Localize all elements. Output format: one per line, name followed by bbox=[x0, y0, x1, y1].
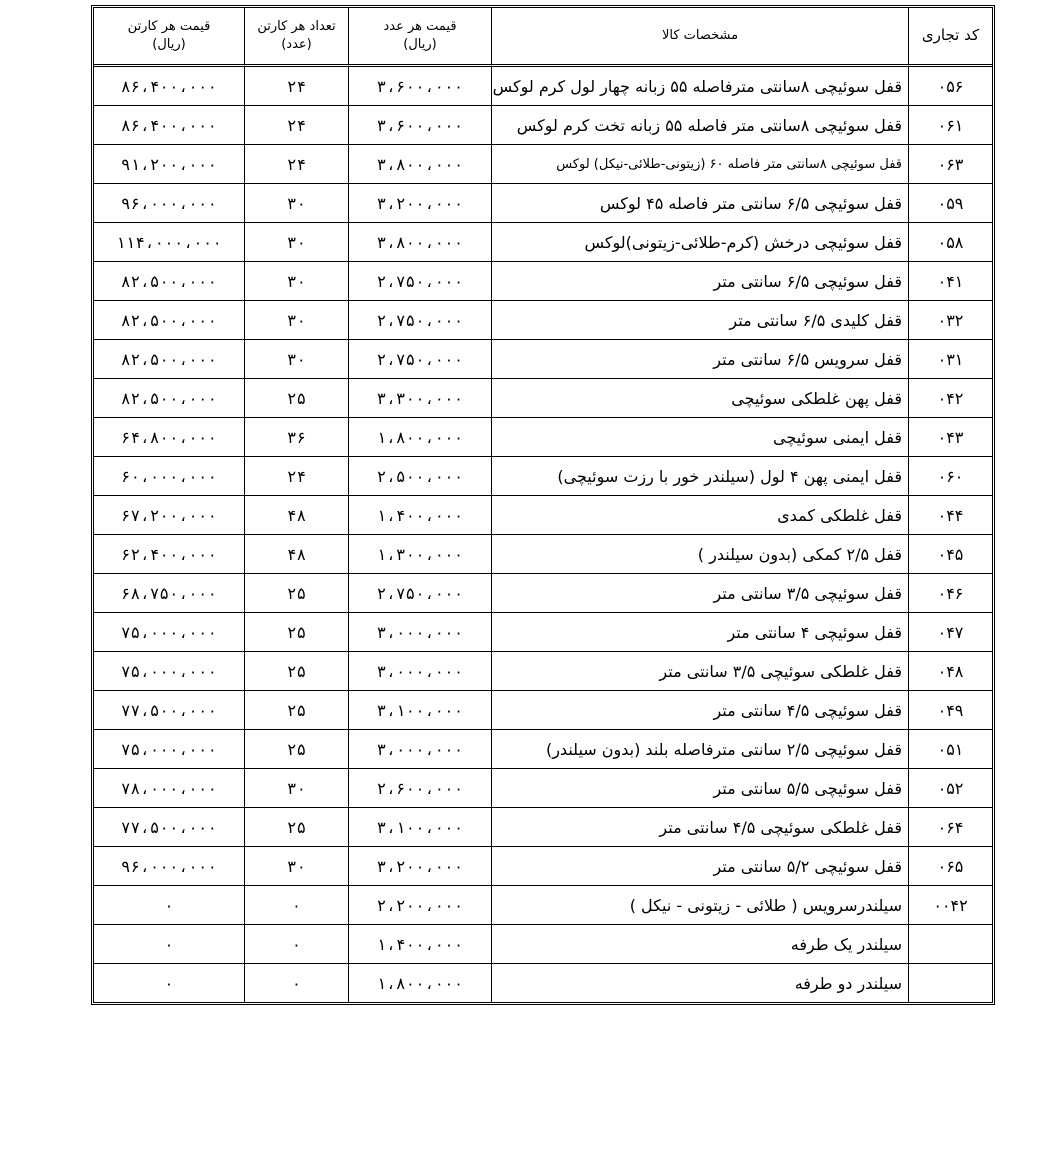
unit-price: ۳،۸۰۰،۰۰۰ bbox=[348, 145, 491, 184]
table-row bbox=[94, 496, 992, 535]
header-code bbox=[908, 8, 992, 67]
header-description-label: مشخصات کالا bbox=[661, 28, 739, 43]
product-description: قفل سوئیچی ۶/۵ سانتی متر فاصله ۴۵ لوکس bbox=[491, 184, 908, 223]
product-description: سیلندر یک طرفه bbox=[491, 925, 908, 964]
table-row bbox=[94, 301, 992, 340]
header-carton-price-line2: (ریال) bbox=[152, 37, 186, 52]
carton-price: ۷۸،۰۰۰،۰۰۰ bbox=[94, 769, 244, 808]
carton-quantity: ۰ bbox=[244, 886, 348, 925]
carton-price: ۸۲،۵۰۰،۰۰۰ bbox=[94, 301, 244, 340]
header-carton-qty-line2: (عدد) bbox=[281, 37, 312, 52]
carton-quantity: ۳۰ bbox=[244, 223, 348, 262]
table-body bbox=[94, 67, 992, 1002]
unit-price: ۳،۰۰۰،۰۰۰ bbox=[348, 730, 491, 769]
header-unit-price bbox=[348, 8, 491, 67]
table-row bbox=[94, 340, 992, 379]
carton-price: ۹۶،۰۰۰،۰۰۰ bbox=[94, 184, 244, 223]
carton-price: ۹۱،۲۰۰،۰۰۰ bbox=[94, 145, 244, 184]
carton-price: ۶۴،۸۰۰،۰۰۰ bbox=[94, 418, 244, 457]
table-row bbox=[94, 574, 992, 613]
header-carton-qty bbox=[244, 8, 348, 67]
carton-quantity: ۳۰ bbox=[244, 340, 348, 379]
product-code bbox=[908, 925, 992, 964]
unit-price: ۳،۳۰۰،۰۰۰ bbox=[348, 379, 491, 418]
carton-price: ۶۸،۷۵۰،۰۰۰ bbox=[94, 574, 244, 613]
product-description: قفل سوئیچی ۸سانتی مترفاصله ۵۵ زبانه چهار لول کرم لوکس bbox=[491, 67, 908, 106]
carton-quantity: ۳۰ bbox=[244, 769, 348, 808]
carton-quantity: ۰ bbox=[244, 925, 348, 964]
unit-price: ۳،۲۰۰،۰۰۰ bbox=[348, 184, 491, 223]
table-row bbox=[94, 886, 992, 925]
product-code: ۰۴۱ bbox=[908, 262, 992, 301]
header-unit-price-line2: (ریال) bbox=[403, 37, 437, 52]
table-row bbox=[94, 262, 992, 301]
product-description: قفل سوئیچی ۵/۵ سانتی متر bbox=[491, 769, 908, 808]
unit-price: ۲،۲۰۰،۰۰۰ bbox=[348, 886, 491, 925]
table-row bbox=[94, 535, 992, 574]
carton-quantity: ۲۵ bbox=[244, 652, 348, 691]
carton-price: ۶۷،۲۰۰،۰۰۰ bbox=[94, 496, 244, 535]
product-code: ۰۶۰ bbox=[908, 457, 992, 496]
unit-price: ۳،۶۰۰،۰۰۰ bbox=[348, 106, 491, 145]
carton-quantity: ۲۴ bbox=[244, 457, 348, 496]
unit-price: ۲،۷۵۰،۰۰۰ bbox=[348, 262, 491, 301]
table-row bbox=[94, 769, 992, 808]
carton-quantity: ۲۴ bbox=[244, 67, 348, 106]
carton-quantity: ۴۸ bbox=[244, 496, 348, 535]
header-carton-price-line1: قیمت هر کارتن bbox=[127, 19, 211, 34]
carton-price: ۸۲،۵۰۰،۰۰۰ bbox=[94, 340, 244, 379]
unit-price: ۳،۱۰۰،۰۰۰ bbox=[348, 691, 491, 730]
table-row bbox=[94, 847, 992, 886]
carton-quantity: ۰ bbox=[244, 964, 348, 1002]
price-list-table bbox=[91, 5, 995, 1005]
carton-quantity: ۳۰ bbox=[244, 262, 348, 301]
product-description: قفل سوئیچی ۲/۵ سانتی مترفاصله بلند (بدون سیلندر) bbox=[491, 730, 908, 769]
carton-price: ۷۵،۰۰۰،۰۰۰ bbox=[94, 730, 244, 769]
header-row bbox=[94, 8, 992, 67]
unit-price: ۱،۸۰۰،۰۰۰ bbox=[348, 418, 491, 457]
product-code: ۰۳۲ bbox=[908, 301, 992, 340]
table-row bbox=[94, 808, 992, 847]
product-description: قفل سوئیچی درخش (کرم-طلائی-زیتونی)لوکس bbox=[491, 223, 908, 262]
carton-price: ۹۶،۰۰۰،۰۰۰ bbox=[94, 847, 244, 886]
unit-price: ۳،۶۰۰،۰۰۰ bbox=[348, 67, 491, 106]
carton-quantity: ۲۵ bbox=[244, 808, 348, 847]
product-code: ۰۴۳ bbox=[908, 418, 992, 457]
product-code: ۰۴۸ bbox=[908, 652, 992, 691]
unit-price: ۳،۰۰۰،۰۰۰ bbox=[348, 613, 491, 652]
unit-price: ۲،۶۰۰،۰۰۰ bbox=[348, 769, 491, 808]
product-code bbox=[908, 964, 992, 1002]
product-code: ۰۴۲ bbox=[908, 379, 992, 418]
product-description: قفل سوئیچی ۴/۵ سانتی متر bbox=[491, 691, 908, 730]
header-carton-qty-line1: تعداد هر کارتن bbox=[257, 19, 336, 34]
product-code: ۰۰۴۲ bbox=[908, 886, 992, 925]
product-code: ۰۵۶ bbox=[908, 67, 992, 106]
product-description: قفل پهن غلطکی سوئیچی bbox=[491, 379, 908, 418]
product-description: قفل غلطکی سوئیچی ۴/۵ سانتی متر bbox=[491, 808, 908, 847]
carton-quantity: ۳۰ bbox=[244, 847, 348, 886]
carton-quantity: ۲۵ bbox=[244, 691, 348, 730]
product-description: قفل غلطکی کمدی bbox=[491, 496, 908, 535]
carton-quantity: ۳۰ bbox=[244, 301, 348, 340]
unit-price: ۱،۸۰۰،۰۰۰ bbox=[348, 964, 491, 1002]
table-row bbox=[94, 223, 992, 262]
table-row bbox=[94, 457, 992, 496]
table-row bbox=[94, 691, 992, 730]
unit-price: ۳،۲۰۰،۰۰۰ bbox=[348, 847, 491, 886]
product-code: ۰۵۹ bbox=[908, 184, 992, 223]
unit-price: ۲،۷۵۰،۰۰۰ bbox=[348, 301, 491, 340]
price-list-container bbox=[91, 5, 989, 1005]
carton-quantity: ۲۵ bbox=[244, 730, 348, 769]
unit-price: ۱،۴۰۰،۰۰۰ bbox=[348, 496, 491, 535]
product-description: قفل سوئیچی ۸سانتی متر فاصله ۶۰ (زیتونی-طلائی-نیکل) لوکس bbox=[491, 145, 908, 184]
product-description: قفل سوئیچی ۳/۵ سانتی متر bbox=[491, 574, 908, 613]
product-code: ۰۶۱ bbox=[908, 106, 992, 145]
carton-quantity: ۲۴ bbox=[244, 145, 348, 184]
carton-price: ۰ bbox=[94, 886, 244, 925]
carton-price: ۷۵،۰۰۰،۰۰۰ bbox=[94, 652, 244, 691]
product-description: قفل ایمنی پهن ۴ لول (سیلندر خور با رزت سوئیچی) bbox=[491, 457, 908, 496]
carton-price: ۰ bbox=[94, 925, 244, 964]
unit-price: ۱،۳۰۰،۰۰۰ bbox=[348, 535, 491, 574]
table-row bbox=[94, 925, 992, 964]
table-row bbox=[94, 418, 992, 457]
product-code: ۰۶۴ bbox=[908, 808, 992, 847]
carton-price: ۸۶،۴۰۰،۰۰۰ bbox=[94, 106, 244, 145]
product-description: قفل کلیدی ۶/۵ سانتی متر bbox=[491, 301, 908, 340]
carton-price: ۶۲،۴۰۰،۰۰۰ bbox=[94, 535, 244, 574]
product-code: ۰۵۲ bbox=[908, 769, 992, 808]
product-description: قفل سوئیچی ۸سانتی متر فاصله ۵۵ زبانه تخت کرم لوکس bbox=[491, 106, 908, 145]
carton-quantity: ۲۵ bbox=[244, 613, 348, 652]
product-code: ۰۵۸ bbox=[908, 223, 992, 262]
table-row bbox=[94, 730, 992, 769]
product-description: قفل سرویس ۶/۵ سانتی متر bbox=[491, 340, 908, 379]
carton-price: ۸۲،۵۰۰،۰۰۰ bbox=[94, 379, 244, 418]
table-row bbox=[94, 145, 992, 184]
product-code: ۰۶۳ bbox=[908, 145, 992, 184]
header-description bbox=[491, 8, 908, 67]
table-row bbox=[94, 67, 992, 106]
unit-price: ۲،۷۵۰،۰۰۰ bbox=[348, 574, 491, 613]
carton-price: ۸۲،۵۰۰،۰۰۰ bbox=[94, 262, 244, 301]
product-code: ۰۳۱ bbox=[908, 340, 992, 379]
carton-quantity: ۳۶ bbox=[244, 418, 348, 457]
unit-price: ۳،۰۰۰،۰۰۰ bbox=[348, 652, 491, 691]
unit-price: ۲،۵۰۰،۰۰۰ bbox=[348, 457, 491, 496]
carton-quantity: ۲۵ bbox=[244, 574, 348, 613]
unit-price: ۱،۴۰۰،۰۰۰ bbox=[348, 925, 491, 964]
table-row bbox=[94, 964, 992, 1002]
unit-price: ۲،۷۵۰،۰۰۰ bbox=[348, 340, 491, 379]
product-description: قفل ایمنی سوئیچی bbox=[491, 418, 908, 457]
product-description: قفل سوئیچی ۴ سانتی متر bbox=[491, 613, 908, 652]
product-code: ۰۴۴ bbox=[908, 496, 992, 535]
product-description: قفل سوئیچی ۵/۲ سانتی متر bbox=[491, 847, 908, 886]
carton-quantity: ۳۰ bbox=[244, 184, 348, 223]
header-carton-price bbox=[94, 8, 244, 67]
carton-price: ۷۷،۵۰۰،۰۰۰ bbox=[94, 691, 244, 730]
carton-price: ۶۰،۰۰۰،۰۰۰ bbox=[94, 457, 244, 496]
table-row bbox=[94, 106, 992, 145]
header-unit-price-line1: قیمت هر عدد bbox=[383, 19, 457, 34]
unit-price: ۳،۱۰۰،۰۰۰ bbox=[348, 808, 491, 847]
table-row bbox=[94, 184, 992, 223]
carton-quantity: ۲۵ bbox=[244, 379, 348, 418]
product-code: ۰۶۵ bbox=[908, 847, 992, 886]
carton-quantity: ۴۸ bbox=[244, 535, 348, 574]
carton-price: ۰ bbox=[164, 973, 174, 993]
product-code: ۰۴۶ bbox=[908, 574, 992, 613]
product-description: قفل ۲/۵ کمکی (بدون سیلندر ) bbox=[491, 535, 908, 574]
product-description: سیلندر دو طرفه bbox=[491, 964, 908, 1002]
product-description: سیلندرسرویس ( طلائی - زیتونی - نیکل ) bbox=[491, 886, 908, 925]
unit-price: ۳،۸۰۰،۰۰۰ bbox=[348, 223, 491, 262]
carton-price: ۷۵،۰۰۰،۰۰۰ bbox=[94, 613, 244, 652]
carton-quantity: ۲۴ bbox=[244, 106, 348, 145]
product-description: قفل سوئیچی ۶/۵ سانتی متر bbox=[491, 262, 908, 301]
product-code: ۰۴۹ bbox=[908, 691, 992, 730]
product-description: قفل غلطکی سوئیچی ۳/۵ سانتی متر bbox=[491, 652, 908, 691]
table-row bbox=[94, 652, 992, 691]
product-code: ۰۵۱ bbox=[908, 730, 992, 769]
header-code-label: کد تجاری bbox=[921, 26, 980, 44]
carton-price: ۱۱۴،۰۰۰،۰۰۰ bbox=[94, 223, 244, 262]
table-row bbox=[94, 613, 992, 652]
table-row bbox=[94, 379, 992, 418]
carton-price: ۸۶،۴۰۰،۰۰۰ bbox=[94, 67, 244, 106]
product-code: ۰۴۷ bbox=[908, 613, 992, 652]
product-code: ۰۴۵ bbox=[908, 535, 992, 574]
carton-price: ۷۷،۵۰۰،۰۰۰ bbox=[94, 808, 244, 847]
